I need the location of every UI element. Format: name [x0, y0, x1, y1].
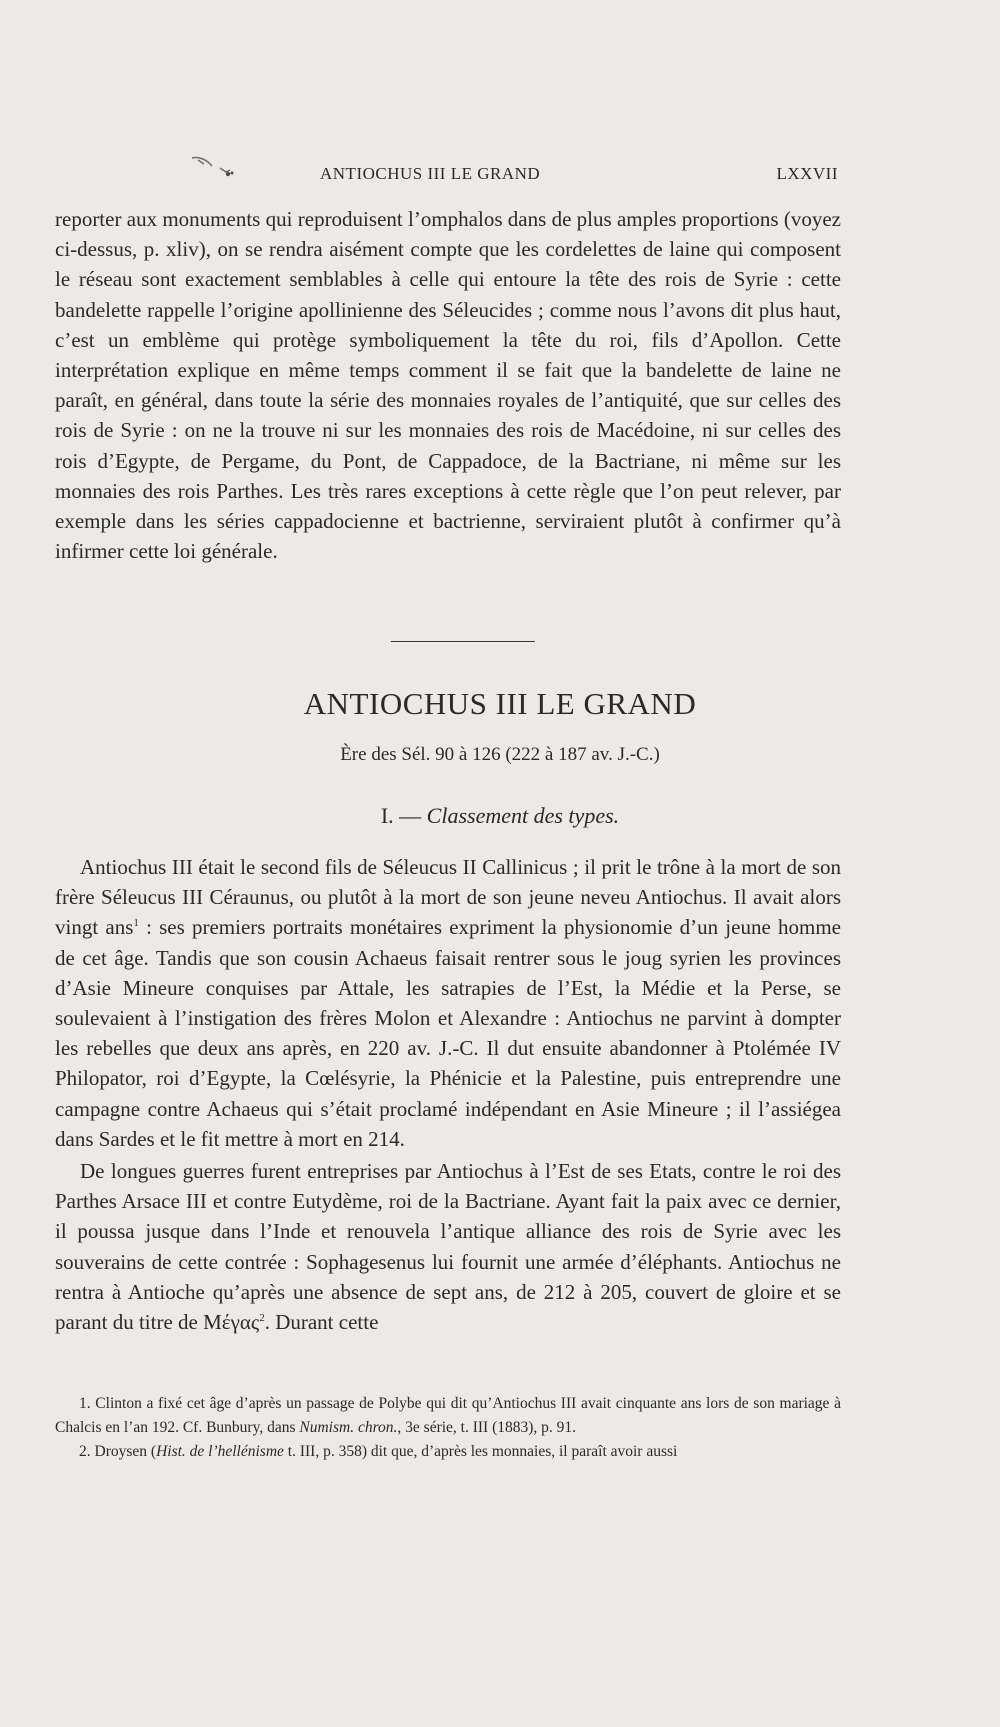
body-paragraph-2 — [55, 1156, 841, 1337]
footnote-2-italic: Hist. de l’hellénisme — [156, 1443, 284, 1460]
running-head-title: ANTIOCHUS III LE GRAND — [320, 164, 541, 183]
section-title: ANTIOCHUS III LE GRAND — [303, 686, 697, 721]
section-era-line: Ère des Sél. 90 à 126 (222 à 187 av. J.-C.) — [340, 744, 660, 765]
footnote-2-text-a: 2. Droysen ( — [79, 1443, 157, 1460]
subsection-heading — [0, 803, 1000, 829]
body-paragraph-1-text-b: : ses premiers portraits monétaires expriment la physionomie d’un jeune homme de cet âge. Tandis que son cousin Achaeus faisait rentrer sous le joug syrien les provinces d’Asie Mineure conquises par Attale, les satrapies de l’Est, la Médie et la Perse, se soulevaient à l’instigation des frères Molon et Alexandre : Antiochus ne parvint à dompter les rebelles que deux ans après, en 220 av. J.-C. Il dut ensuite abandonner à Ptolémée IV Philopator, roi d’Egypte, la Cœlésyrie, la Phénicie et la Palestine, puis entreprendre une campagne contre Achaeus qui s’était proclamé indépendant en Asie Mineure ; il l’assiégea dans Sardes et le fit mettre à mort en 214. — [55, 915, 841, 1151]
page-number: LXXVII — [776, 164, 838, 183]
body-paragraph-2-text-b: . Durant cette — [264, 1310, 379, 1335]
footnote-2 — [55, 1440, 841, 1464]
section-divider-rule — [391, 641, 535, 642]
footnote-1-italic: Numism. chron. — [299, 1419, 398, 1436]
footnote-1-text-a: 1. Clinton a fixé cet âge d’après un passage de Polybe qui dit qu’Antiochus III avait cinquante ans lors de son mariage à Chalcis en l’an 192. Cf. Bunbury, dans — [55, 1395, 841, 1436]
footnote-1 — [55, 1392, 841, 1440]
subsection-label: Classement des types. — [426, 803, 620, 828]
main-text-block — [55, 852, 841, 1339]
intro-text-block — [55, 204, 841, 566]
body-paragraph-1 — [55, 852, 841, 1154]
footnote-2-text-b: t. III, p. 358) dit que, d’après les monnaies, il paraît avoir aussi — [283, 1443, 678, 1460]
body-paragraph-2-text-a: De longues guerres furent entreprises par Antiochus à l’Est de ses Etats, contre le roi des Parthes Arsace III et contre Eutydème, roi de la Bactriane. Ayant fait la paix avec ce dernier, il poussa jusque dans l’Inde et renouvela l’antique alliance des rois de Syrie avec les souverains de cette contrée : Sophagesenus lui fournit une armée d’éléphants. Antiochus ne rentra à Antioche qu’après une absence de sept ans, de 212 à 205, couvert de gloire et se parant du titre de Μέγας — [55, 1159, 841, 1335]
footnote-marker-1: 1 — [133, 917, 139, 930]
body-paragraph-1-text-a: Antiochus III était le second fils de Séleucus II Callinicus ; il prit le trône à la mort de son frère Séleucus III Céraunus, ou plutôt à la mort de son jeune neveu Antiochus. Il avait alors vingt ans — [55, 855, 841, 940]
footnote-1-text-b: , 3e série, t. III (1883), p. 91. — [397, 1419, 577, 1436]
intro-paragraph: reporter aux monuments qui reproduisent l’omphalos dans de plus amples proportions (voyez ci-dessus, p. xliv), on se rendra aisément compte que les cordelettes de laine qui composent le réseau sont exactement semblables à celle qui entoure la tête des rois de Syrie : cette bandelette rappelle l’origine apollinienne des Séleucides ; comme nous l’avons dit plus haut, c’est un emblème qui protège symboliquement la tête du roi, fils d’Apollon. Cette interprétation explique en même temps comment il se fait que la bandelette de laine ne paraît, en général, dans toute la série des monnaies royales de l’antiquité, que sur celles des rois de Syrie : on ne la trouve ni sur les monnaies des rois de Macédoine, ni sur celles des rois d’Egypte, de Pergame, du Pont, de Cappadoce, de la Bactriane, ni même sur les monnaies des rois Parthes. Les très rares exceptions à cette règle que l’on peut relever, par exemple dans les séries cappadocienne et bactrienne, serviraient plutôt à confirmer qu’à infirmer cette loi générale. — [55, 207, 841, 564]
footnote-marker-2: 2 — [259, 1312, 265, 1325]
ink-smudge-mark — [190, 154, 250, 184]
subsection-number: I. — — [380, 803, 422, 828]
footnotes — [55, 1392, 841, 1464]
